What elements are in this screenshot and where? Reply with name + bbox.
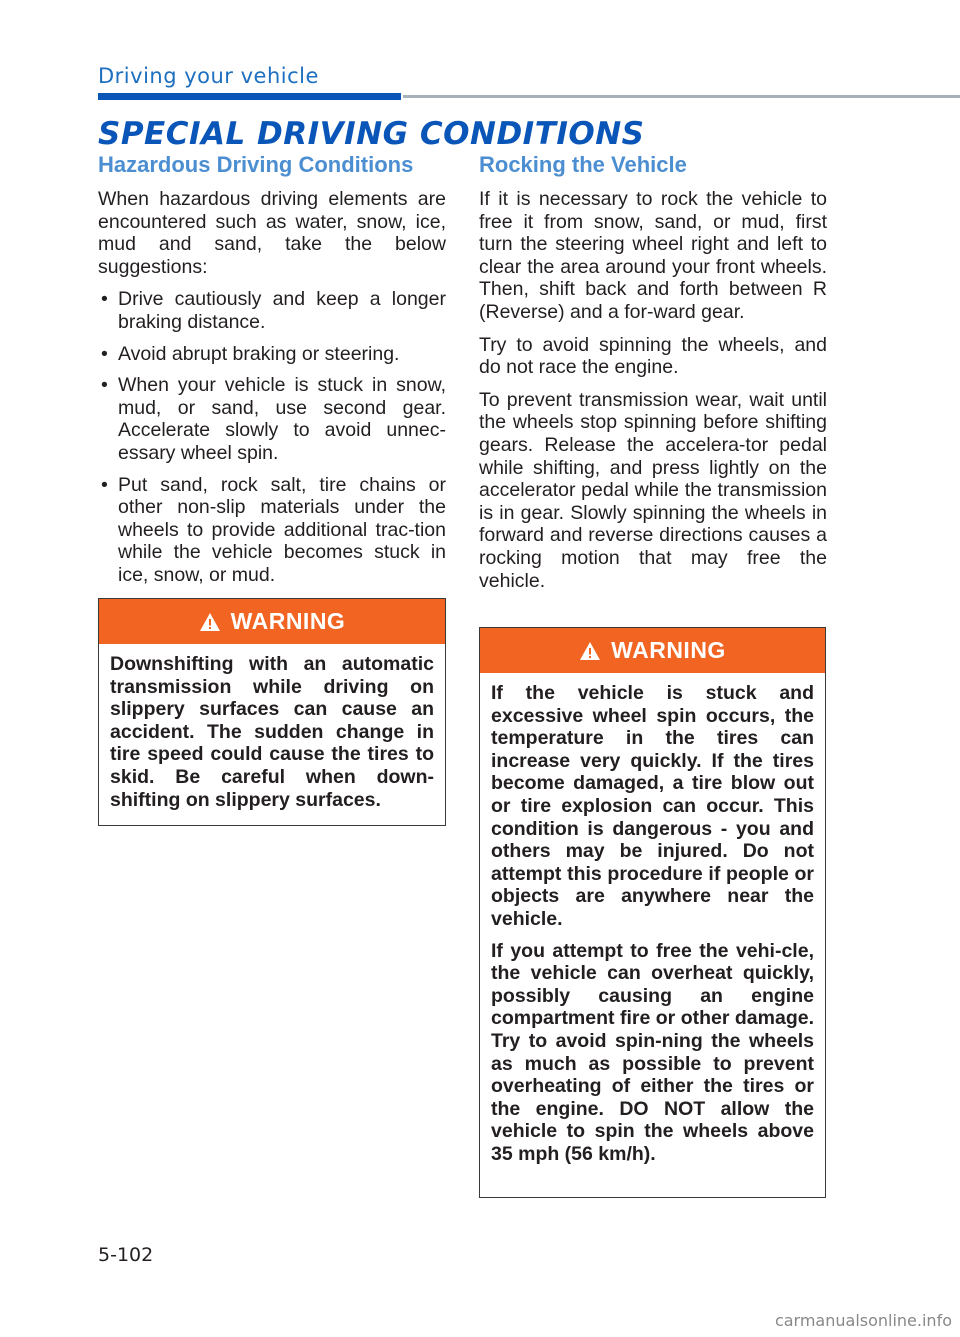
rocking-paragraph: Try to avoid spinning the wheels, and do not race the engine. [479, 333, 827, 379]
list-item: • Drive cautiously and keep a longer braking distance. [101, 288, 446, 333]
header-section-label: Driving your vehicle [98, 64, 319, 88]
header-bar-blue [98, 93, 401, 100]
rocking-paragraph: To prevent transmission wear, wait until the wheels stop spinning before shifting gears. Release the accelera-tor pedal while shifting, and press lightly on the accelerator pedal while the transmission is in gear. Slowly spinning the wheels in forward and reverse directions causes a rocking motion that may free the vehicle. [479, 388, 827, 592]
warning-title: WARNING [230, 608, 346, 634]
hazardous-intro: When hazardous driving elements are encountered such as water, snow, ice, mud and sand, take the below suggestions: [98, 188, 446, 278]
list-item: • Avoid abrupt braking or steering. [101, 342, 400, 365]
section-title: SPECIAL DRIVING CONDITIONS [98, 116, 645, 152]
list-item: • Put sand, rock salt, tire chains or other non-slip materials under the wheels to provide additional trac-tion while the vehicle becomes stuck in ice, snow, or mud. [101, 473, 446, 586]
hazardous-bullet-list [98, 288, 446, 586]
warning-box-downshifting [98, 598, 446, 826]
page-number: 5-102 [98, 1244, 154, 1266]
header-bar-gray [403, 95, 960, 98]
rocking-heading: Rocking the Vehicle [479, 152, 687, 177]
left-column [98, 152, 446, 596]
warning-text: Downshifting with an automatic transmission while driving on slippery surfaces can cause an accident. The sudden change in tire speed could cause the tires to skid. Be careful when down-shifting on slippery surfaces. [110, 653, 434, 811]
warning-title: WARNING [611, 637, 726, 663]
warning-header [99, 599, 445, 644]
right-column [479, 152, 827, 602]
warning-triangle-icon [579, 641, 601, 661]
warning-box-wheel-spin [479, 627, 826, 1198]
list-item: • When your vehicle is stuck in snow, mud, or sand, use second gear. Accelerate slowly to avoid unnec-essary wheel spin. [101, 374, 446, 464]
warning-text: If the vehicle is stuck and excessive wheel spin occurs, the temperature in the tires can increase very quickly. If the tires become damaged, a tire blow out or tire explosion can occur. This condition is dangerous - you and others may be injured. Do not attempt this procedure if people or objects are anywhere near the vehicle. [491, 682, 814, 930]
warning-triangle-icon [199, 612, 221, 632]
warning-header [480, 628, 825, 673]
warning-text: If you attempt to free the vehi-cle, the vehicle can overheat quickly, possibly causing an engine compartment fire or other damage. Try to avoid spin-ning the wheels as much as possible to prevent overheating of either the tires or the engine. DO NOT allow the vehicle to spin the wheels above 35 mph (56 km/h). [491, 939, 814, 1165]
rocking-paragraph: If it is necessary to rock the vehicle to free it from snow, sand, or mud, first turn the steering wheel right and left to clear the area around your front wheels. Then, shift back and forth between R (Reverse) and a for-ward gear. [479, 188, 827, 323]
hazardous-heading: Hazardous Driving Conditions [98, 152, 414, 177]
watermark: carmanualsonline.info [774, 1311, 952, 1330]
